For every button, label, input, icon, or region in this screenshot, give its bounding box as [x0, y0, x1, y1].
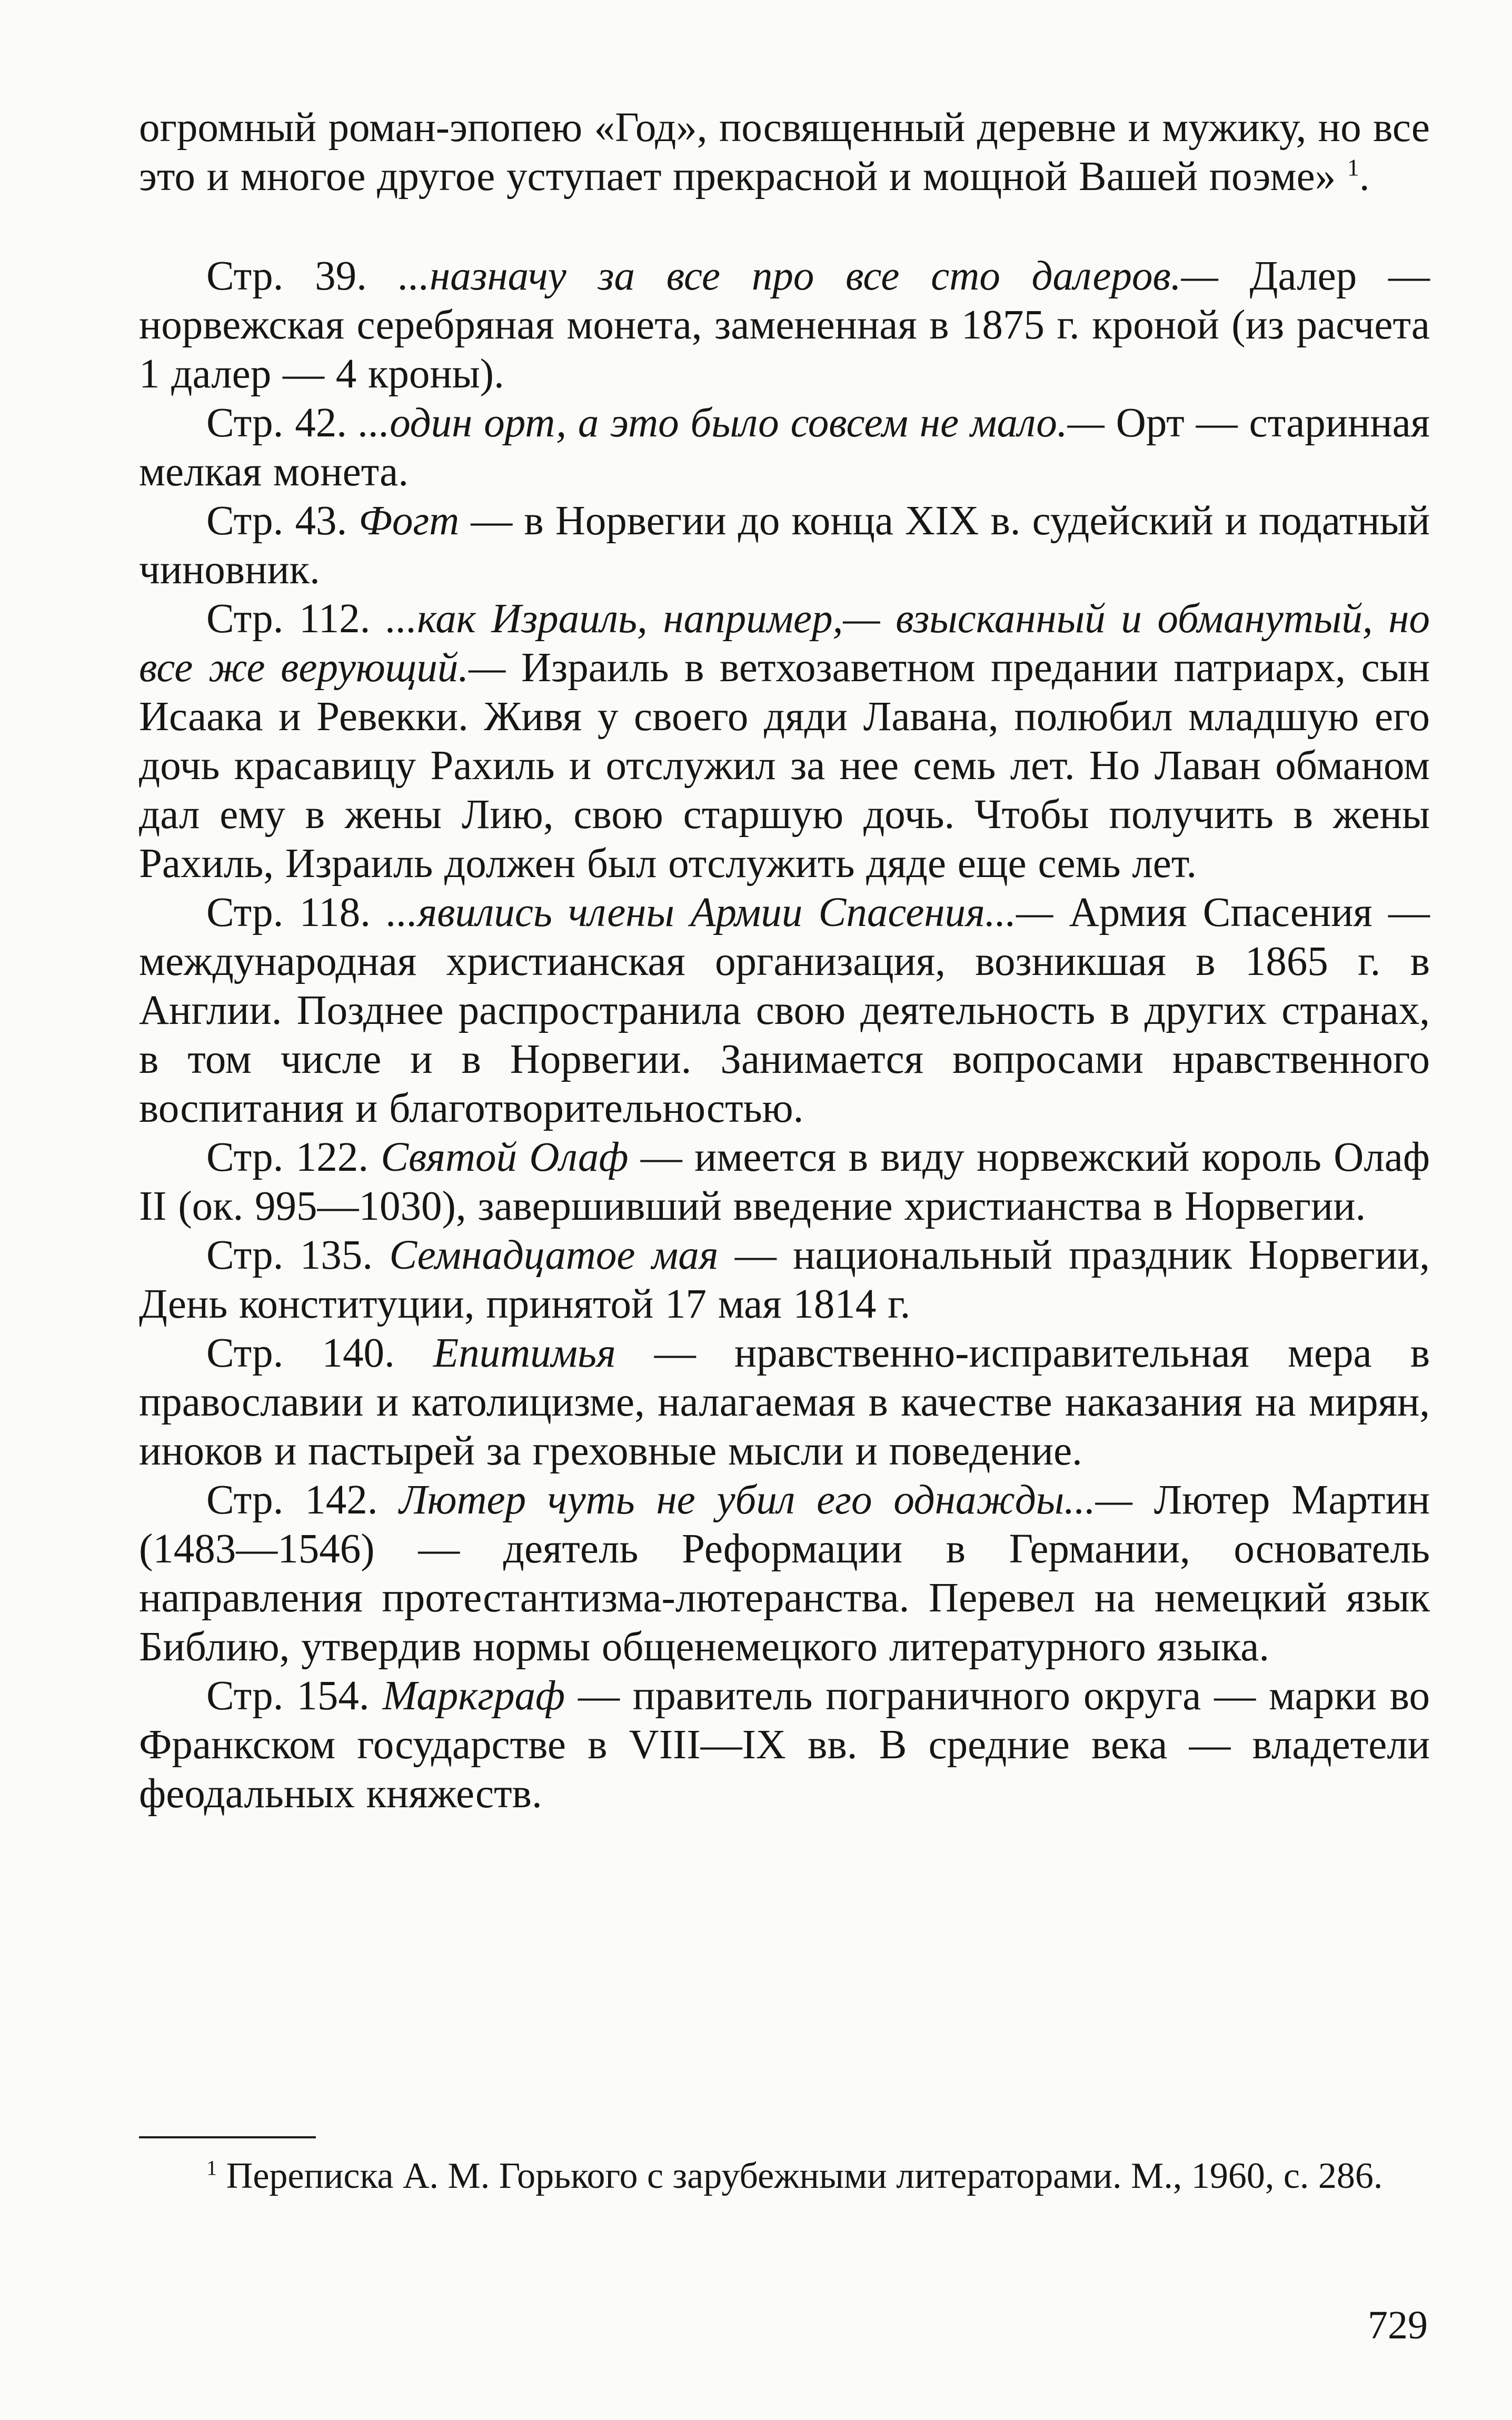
page-number: 729	[1368, 2303, 1428, 2347]
footnote-area	[139, 2136, 1430, 2198]
paragraph	[139, 1671, 1430, 1818]
text-run-normal: Орт — старинная мелкая монета.	[139, 400, 1430, 495]
paragraph	[139, 252, 1430, 399]
text-run-italic: Семнадцатое мая	[389, 1232, 719, 1278]
text-run-normal: .	[1359, 154, 1370, 200]
text-run-normal: Стр. 42.	[206, 400, 359, 446]
text-run-normal: Израиль в ветхозаветном предании патриарх, сын Исаака и Ревекки. Живя у своего дяди Лавана, полюбил младшую его дочь красавицу Рахиль и отслужил за нее семь лет. Но Лаван обманом дал ему в жены Лию, свою старшую дочь. Чтобы получить в жены Рахиль, Израиль должен был отслужить дяде еще семь лет.	[139, 645, 1430, 887]
text-run-normal: Стр. 122.	[206, 1134, 381, 1180]
text-run-normal: огромный роман-эпопею «Год», посвященный деревне и мужику, но все это и многое другое уступает прекрасной и мощной Вашей поэме»	[139, 105, 1430, 200]
paragraph	[139, 1329, 1430, 1476]
text-run-normal: — имеется в виду норвежский король Олаф II (ок. 995—1030), завершивший введение христианства в Норвегии.	[139, 1134, 1430, 1229]
text-run-italic: ...явились члены Армии Спасения...—	[386, 890, 1053, 935]
text-run-normal: — нравственно-исправительная мера в православии и католицизме, налагаемая в качестве наказания на мирян, иноков и пастырей за греховные мысли и поведение.	[139, 1330, 1430, 1474]
text-run-italic: Святой Олаф	[381, 1134, 629, 1180]
text-run-italic: Маркграф	[382, 1673, 565, 1719]
text-run-italic: Фогт	[359, 498, 460, 544]
paragraph	[139, 1133, 1430, 1231]
text-run-normal: Стр. 142.	[206, 1477, 400, 1523]
text-run-italic: Лютер чуть не убил его однажды...—	[399, 1477, 1132, 1523]
text-run-normal: — национальный праздник Норвегии, День конституции, принятой 17 мая 1814 г.	[139, 1232, 1430, 1327]
paragraph	[139, 888, 1430, 1133]
text-run-normal: Стр. 135.	[206, 1232, 390, 1278]
paragraph	[139, 594, 1430, 888]
paragraph	[139, 103, 1430, 201]
footnote	[139, 2154, 1430, 2198]
text-run-normal: Стр. 43.	[206, 498, 359, 544]
text-run-normal: Армия Спасения — международная христианская организация, возникшая в 1865 г. в Англии. Позднее распространила свою деятельность в других странах, в том числе и в Норвегии. Занимается вопросами нравственного воспитания и благотворительностью.	[139, 890, 1430, 1131]
text-run-superscript: 1	[1347, 154, 1359, 181]
paragraph	[139, 399, 1430, 496]
text-run-normal: Лютер Мартин (1483—1546) — деятель Реформации в Германии, основатель направления протестантизма-лютеранства. Перевел на немецкий язык Библию, утвердив нормы общенемецкого литературного языка.	[139, 1477, 1430, 1670]
text-run-normal: Стр. 112.	[206, 596, 386, 642]
text-run-normal: — в Норвегии до конца XIX в. судейский и податный чиновник.	[139, 498, 1430, 593]
text-run-normal: Стр. 140.	[206, 1330, 433, 1376]
text-run-italic: Епитимья	[433, 1330, 616, 1376]
text-run-italic: ...как Израиль, например,— взысканный и обманутый, но все же верующий.—	[139, 596, 1430, 691]
footnote-rule	[139, 2136, 316, 2138]
text-run-normal: — правитель пограничного округа — марки во Франкском государстве в VIII—IX вв. В средние века — владетели феодальных княжеств.	[139, 1673, 1430, 1817]
text-run-superscript: 1	[206, 2156, 217, 2180]
text-run-normal: Стр. 154.	[206, 1673, 383, 1719]
paragraph	[139, 1231, 1430, 1329]
text-run-italic: ...назначу за все про все сто далеров.—	[398, 253, 1218, 299]
text-run-normal: Стр. 39.	[206, 253, 399, 299]
text-run-normal: Переписка А. М. Горького с зарубежными литераторами. М., 1960, с. 286.	[217, 2156, 1383, 2196]
text-run-normal: Далер — норвежская серебряная монета, замененная в 1875 г. кроной (из расчета 1 далер — 4 кроны).	[139, 253, 1430, 397]
paragraph	[139, 496, 1430, 594]
text-run-italic: ...один орт, а это было совсем не мало.—	[358, 400, 1105, 446]
text-run-normal: Стр. 118.	[206, 890, 387, 935]
text-block	[139, 103, 1430, 1818]
paragraph	[139, 1476, 1430, 1671]
